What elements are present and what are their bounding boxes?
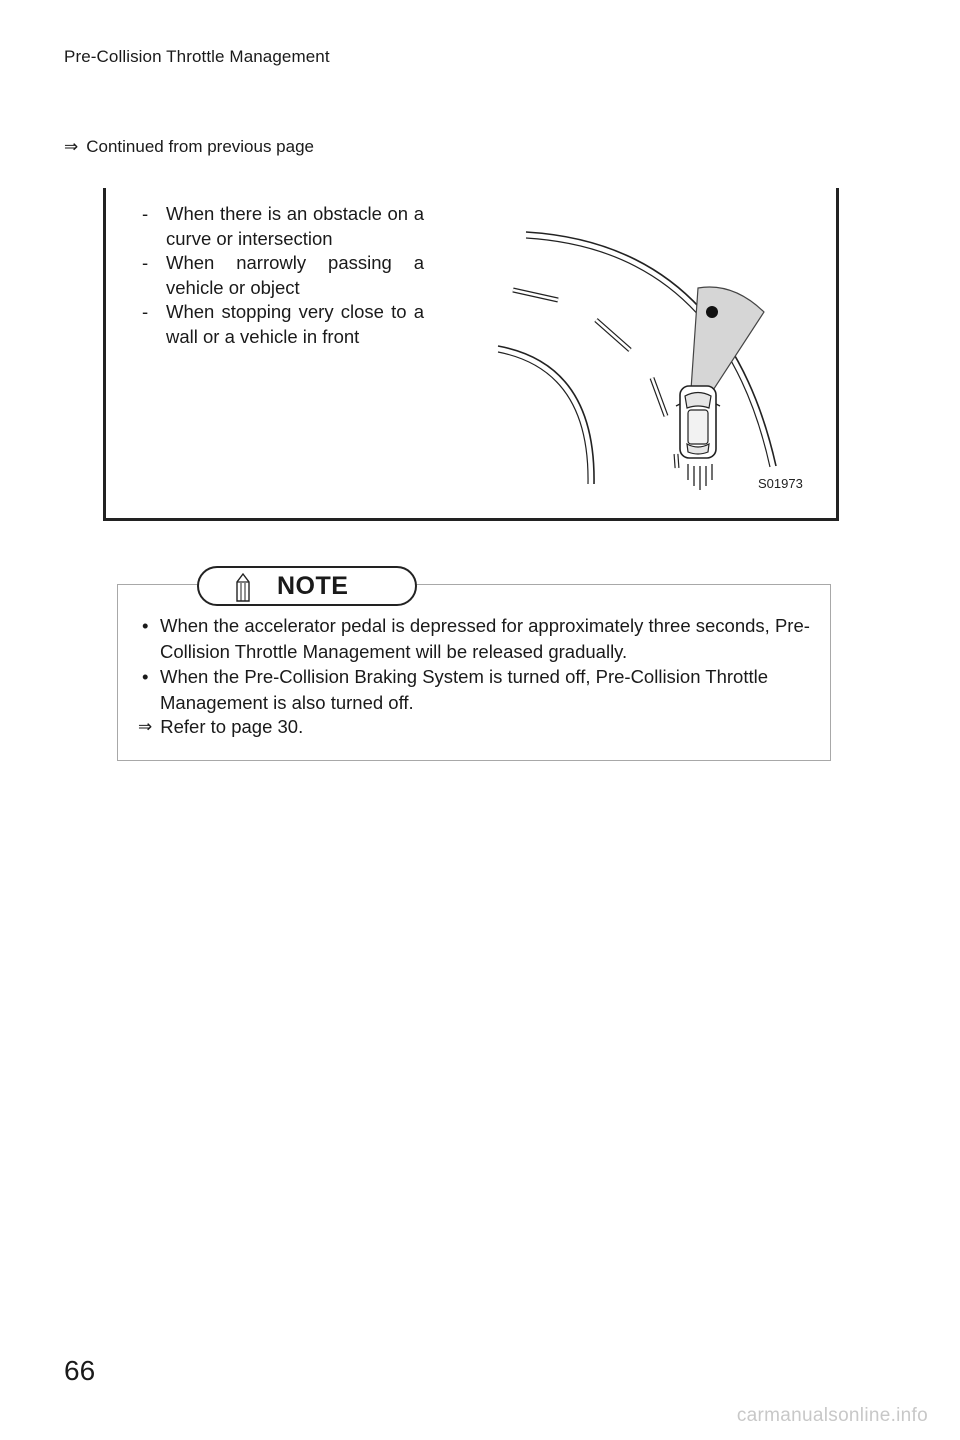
note-item-text: When the accelerator pedal is depressed for approximately three seconds, Pre-Collision Throttle Management will be released gradually. [160, 615, 810, 662]
bullet-marker: • [142, 666, 149, 687]
pencil-icon [235, 572, 251, 602]
lane-dash [596, 320, 630, 350]
inner-road-edge [498, 346, 594, 484]
continued-text: Continued from previous page [86, 137, 314, 156]
continued-notice [64, 137, 314, 157]
lane-dash [676, 454, 677, 468]
caution-item-text: When narrowly passing a vehicle or object [166, 252, 424, 298]
vehicle-icon [676, 386, 720, 458]
note-badge [197, 566, 417, 606]
page-number: 66 [64, 1355, 96, 1386]
lane-dash [652, 378, 666, 416]
obstacle-dot [706, 306, 718, 318]
figure-code: S01973 [758, 476, 803, 491]
motion-lines [688, 464, 712, 490]
caution-item-text: When there is an obstacle on a curve or intersection [166, 203, 424, 249]
caution-item [142, 251, 424, 300]
bullet-marker: • [142, 615, 149, 636]
running-header: Pre-Collision Throttle Management [64, 47, 330, 66]
note-list [140, 613, 812, 715]
note-item [140, 613, 812, 664]
note-reference-text: Refer to page 30. [160, 716, 304, 737]
note-item [140, 664, 812, 715]
caution-list [142, 202, 424, 349]
dash-marker: - [142, 203, 149, 224]
caution-panel [103, 188, 839, 521]
note-item-text: When the Pre-Collision Braking System is turned off, Pre-Collision Throttle Management is also turned off. [160, 666, 769, 713]
note-title: NOTE [277, 572, 349, 600]
caution-item [142, 300, 424, 349]
double-right-arrow-icon: ⇒ [64, 137, 79, 157]
watermark: carmanualsonline.info [736, 1405, 928, 1426]
dash-marker: - [142, 301, 149, 322]
note-reference[interactable] [138, 716, 303, 738]
curve-illustration [486, 214, 816, 504]
double-right-arrow-icon: ⇒ [138, 717, 153, 737]
inner-road-edge-inner [498, 352, 588, 484]
lane-dash [513, 290, 558, 300]
note-panel [117, 584, 831, 761]
caution-item [142, 202, 424, 251]
caution-item-text: When stopping very close to a wall or a vehicle in front [166, 301, 424, 347]
dash-marker: - [142, 252, 149, 273]
